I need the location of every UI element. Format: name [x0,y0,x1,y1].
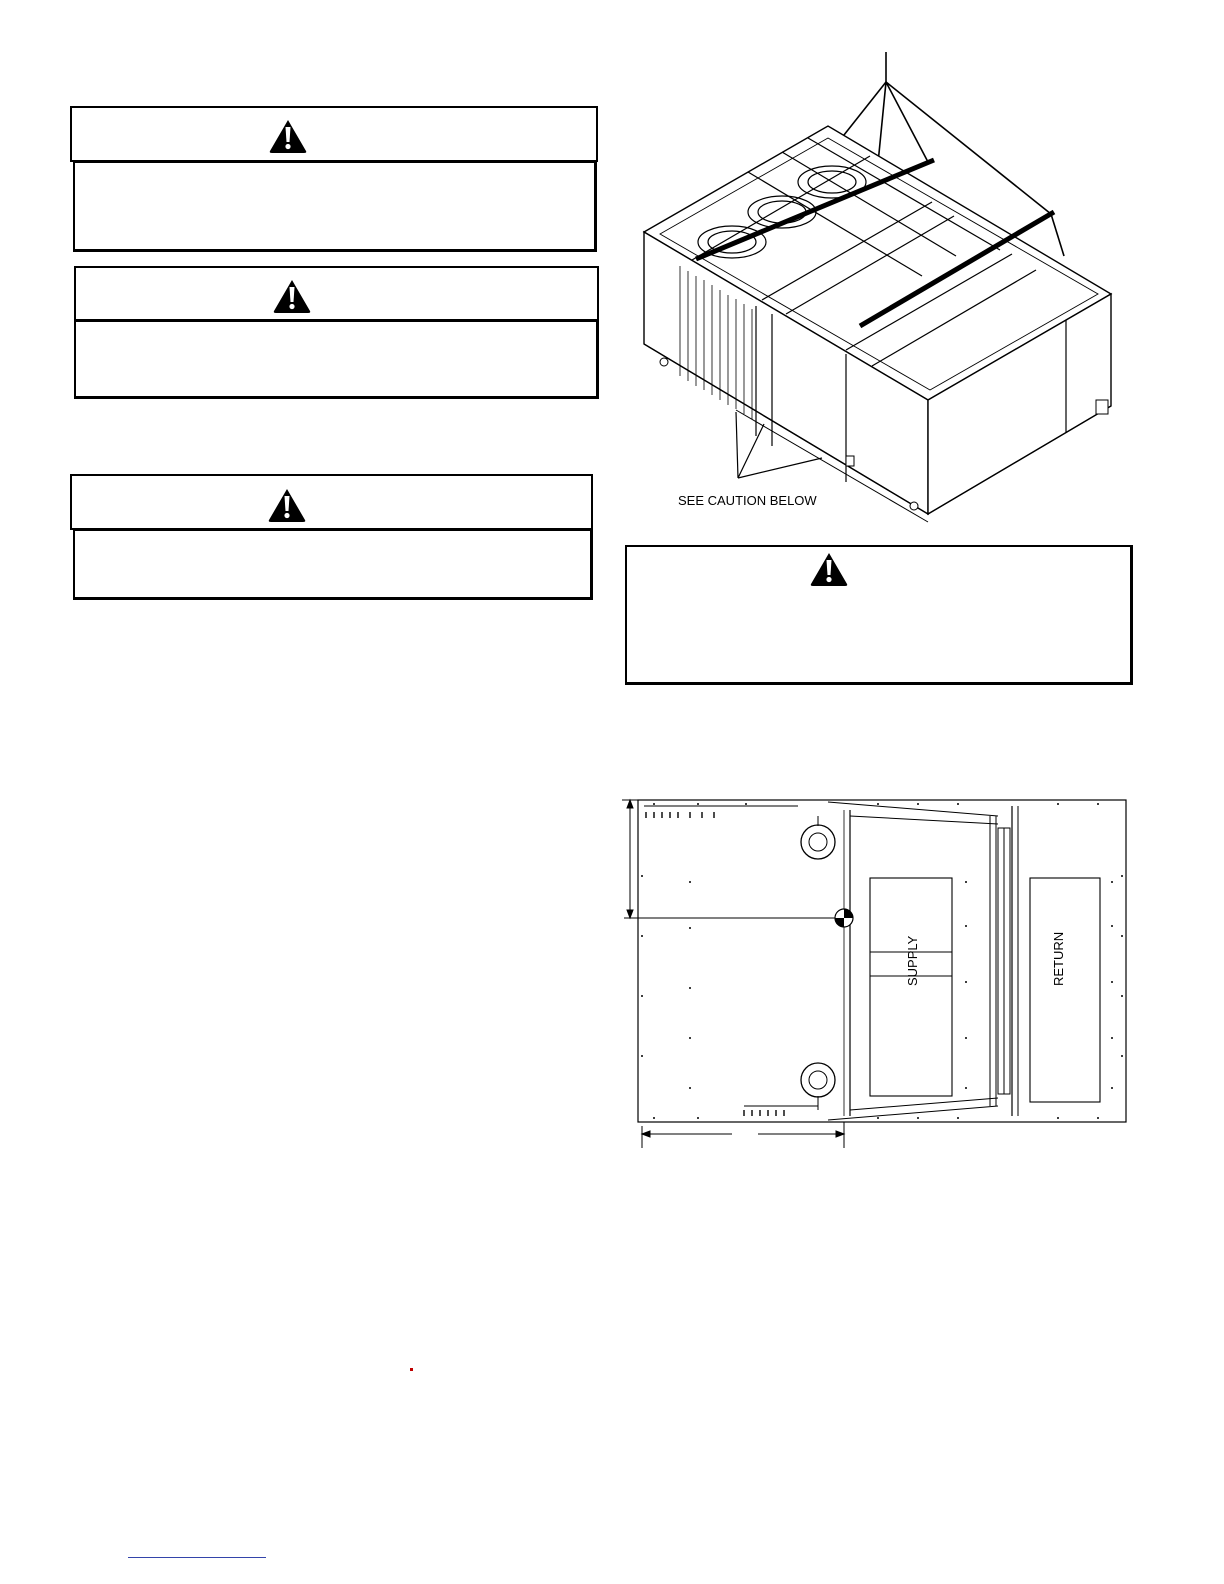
caution-box [625,545,1133,685]
center-of-gravity-plan-figure [618,776,1133,1150]
rigging-lift-figure [636,44,1126,524]
footer-link-underline [128,1557,266,1558]
warning-header-2 [74,266,599,321]
warning-header-3 [70,474,593,530]
warning-box-2 [74,266,599,399]
warning-triangle-icon [809,551,849,587]
warning-body-3 [73,529,593,600]
red-mark [410,1368,413,1371]
warning-triangle-icon [268,118,308,154]
return-label: RETURN [1051,931,1066,986]
center-of-gravity-icon [835,909,853,927]
see-caution-label: SEE CAUTION BELOW [678,493,817,508]
warning-box-3 [70,474,593,600]
warning-body-1 [73,161,597,252]
warning-header-1 [70,106,598,162]
warning-body-2 [74,320,599,399]
warning-triangle-icon [267,487,307,523]
supply-label: SUPPLY [905,935,920,986]
warning-triangle-icon [272,278,312,314]
warning-box-1 [70,106,598,252]
